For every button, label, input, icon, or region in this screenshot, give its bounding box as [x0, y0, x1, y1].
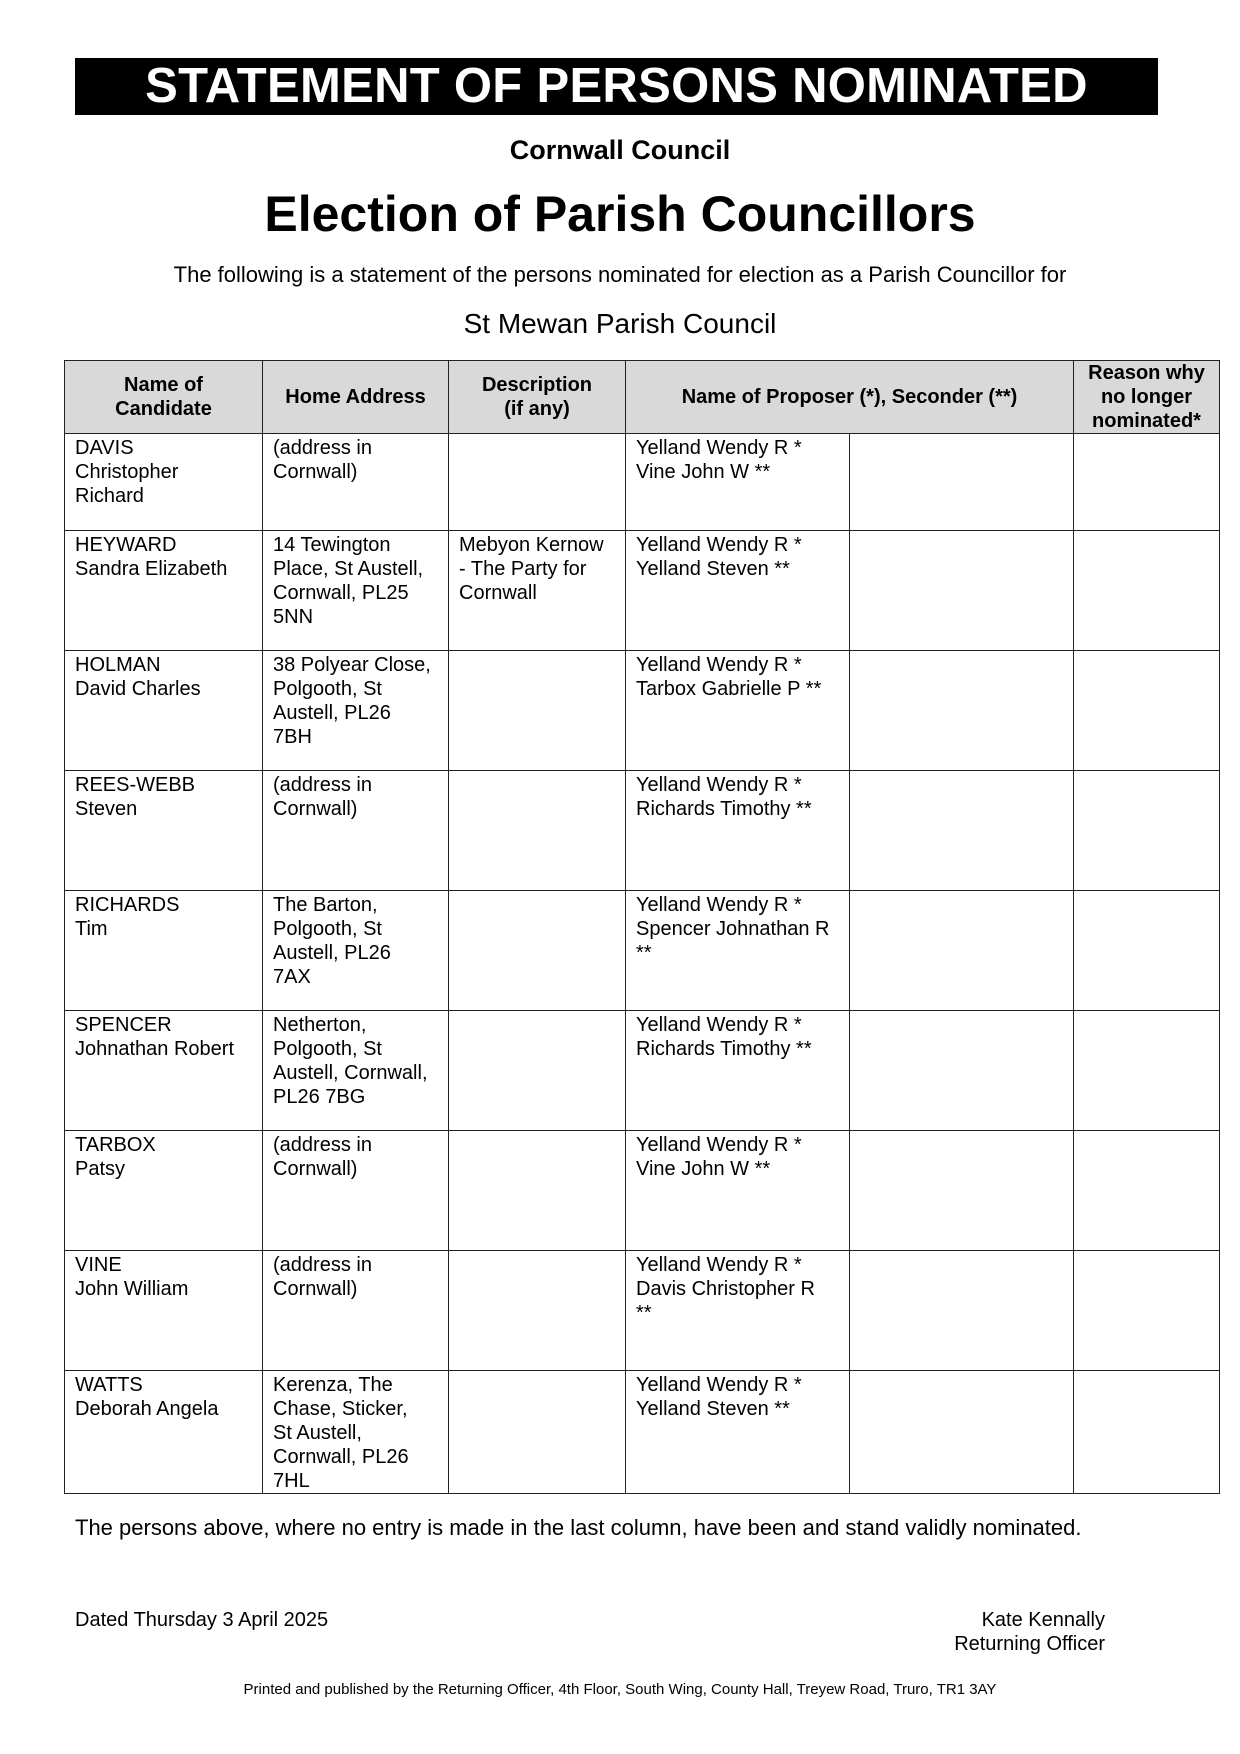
proposer-seconder-cell: Yelland Wendy R * Vine John W **	[626, 434, 850, 531]
proposer-seconder-cell: Yelland Wendy R * Yelland Steven **	[626, 531, 850, 651]
header-description: Description (if any)	[449, 361, 626, 434]
reason-cell	[1074, 434, 1220, 531]
candidate-name-cell: WATTS Deborah Angela	[65, 1371, 263, 1494]
home-address-cell: Kerenza, The Chase, Sticker, St Austell, Cornwall, PL26 7HL	[263, 1371, 449, 1494]
header-home-address: Home Address	[263, 361, 449, 434]
description-cell	[449, 434, 626, 531]
table-row	[65, 531, 1220, 651]
proposer-seconder-cell: Yelland Wendy R * Tarbox Gabrielle P **	[626, 651, 850, 771]
candidate-name-cell: VINE John William	[65, 1251, 263, 1371]
reason-cell	[1074, 651, 1220, 771]
description-cell	[449, 651, 626, 771]
home-address-cell: (address in Cornwall)	[263, 1251, 449, 1371]
reason-cell	[1074, 771, 1220, 891]
blank-cell	[850, 891, 1074, 1011]
proposer-seconder-cell: Yelland Wendy R * Richards Timothy **	[626, 1011, 850, 1131]
reason-cell	[1074, 1011, 1220, 1131]
blank-cell	[850, 651, 1074, 771]
candidate-name-cell: HEYWARD Sandra Elizabeth	[65, 531, 263, 651]
table-row	[65, 651, 1220, 771]
candidate-name-cell: TARBOX Patsy	[65, 1131, 263, 1251]
reason-cell	[1074, 1131, 1220, 1251]
proposer-seconder-cell: Yelland Wendy R * Vine John W **	[626, 1131, 850, 1251]
description-cell	[449, 1251, 626, 1371]
header-name-of-candidate: Name of Candidate	[65, 361, 263, 434]
blank-cell	[850, 1011, 1074, 1131]
election-title: Election of Parish Councillors	[264, 186, 976, 242]
table-row	[65, 1251, 1220, 1371]
nominations-table	[64, 360, 1220, 1494]
home-address-cell: 38 Polyear Close, Polgooth, St Austell, PL26 7BH	[263, 651, 449, 771]
proposer-seconder-cell: Yelland Wendy R * Spencer Johnathan R **	[626, 891, 850, 1011]
table-row	[65, 1011, 1220, 1131]
blank-cell	[850, 531, 1074, 651]
home-address-cell: (address in Cornwall)	[263, 1131, 449, 1251]
candidate-name-cell: SPENCER Johnathan Robert	[65, 1011, 263, 1131]
home-address-cell: 14 Tewington Place, St Austell, Cornwall, PL25 5NN	[263, 531, 449, 651]
home-address-cell: (address in Cornwall)	[263, 434, 449, 531]
blank-cell	[850, 434, 1074, 531]
blank-cell	[850, 1251, 1074, 1371]
proposer-seconder-cell: Yelland Wendy R * Yelland Steven **	[626, 1371, 850, 1494]
home-address-cell: The Barton, Polgooth, St Austell, PL26 7AX	[263, 891, 449, 1011]
document-banner: STATEMENT OF PERSONS NOMINATED	[75, 58, 1158, 115]
reason-cell	[1074, 531, 1220, 651]
description-cell	[449, 1011, 626, 1131]
proposer-seconder-cell: Yelland Wendy R * Davis Christopher R **	[626, 1251, 850, 1371]
officer-title: Returning Officer	[954, 1633, 1105, 1655]
reason-cell	[1074, 1251, 1220, 1371]
home-address-cell: (address in Cornwall)	[263, 771, 449, 891]
blank-cell	[850, 771, 1074, 891]
reason-cell	[1074, 891, 1220, 1011]
description-cell: Mebyon Kernow - The Party for Cornwall	[449, 531, 626, 651]
table-header-row	[65, 361, 1220, 434]
table-row	[65, 1131, 1220, 1251]
imprint-footer: Printed and published by the Returning Officer, 4th Floor, South Wing, County Hall, Treyew Road, Truro, TR1 3AY	[243, 1681, 997, 1698]
candidate-name-cell: DAVIS Christopher Richard	[65, 434, 263, 531]
table-row	[65, 434, 1220, 531]
reason-cell	[1074, 1371, 1220, 1494]
candidate-name-cell: HOLMAN David Charles	[65, 651, 263, 771]
description-cell	[449, 891, 626, 1011]
header-proposer-seconder: Name of Proposer (*), Seconder (**)	[626, 361, 1074, 434]
candidate-name-cell: REES-WEBB Steven	[65, 771, 263, 891]
description-cell	[449, 1131, 626, 1251]
description-cell	[449, 771, 626, 891]
blank-cell	[850, 1371, 1074, 1494]
dated-line: Dated Thursday 3 April 2025	[75, 1609, 329, 1631]
returning-officer	[954, 1608, 1105, 1656]
officer-name: Kate Kennally	[981, 1609, 1105, 1631]
description-cell	[449, 1371, 626, 1494]
header-reason: Reason why no longer nominated*	[1074, 361, 1220, 434]
blank-cell	[850, 1131, 1074, 1251]
table-row	[65, 891, 1220, 1011]
proposer-seconder-cell: Yelland Wendy R * Richards Timothy **	[626, 771, 850, 891]
candidate-name-cell: RICHARDS Tim	[65, 891, 263, 1011]
home-address-cell: Netherton, Polgooth, St Austell, Cornwall, PL26 7BG	[263, 1011, 449, 1131]
table-row	[65, 1371, 1220, 1494]
intro-text: The following is a statement of the persons nominated for election as a Parish Councillor for	[173, 262, 1067, 287]
validity-note: The persons above, where no entry is made in the last column, have been and stand validly nominated.	[75, 1515, 1082, 1540]
parish-name: St Mewan Parish Council	[463, 308, 777, 339]
council-name: Cornwall Council	[509, 135, 731, 165]
table-row	[65, 771, 1220, 891]
